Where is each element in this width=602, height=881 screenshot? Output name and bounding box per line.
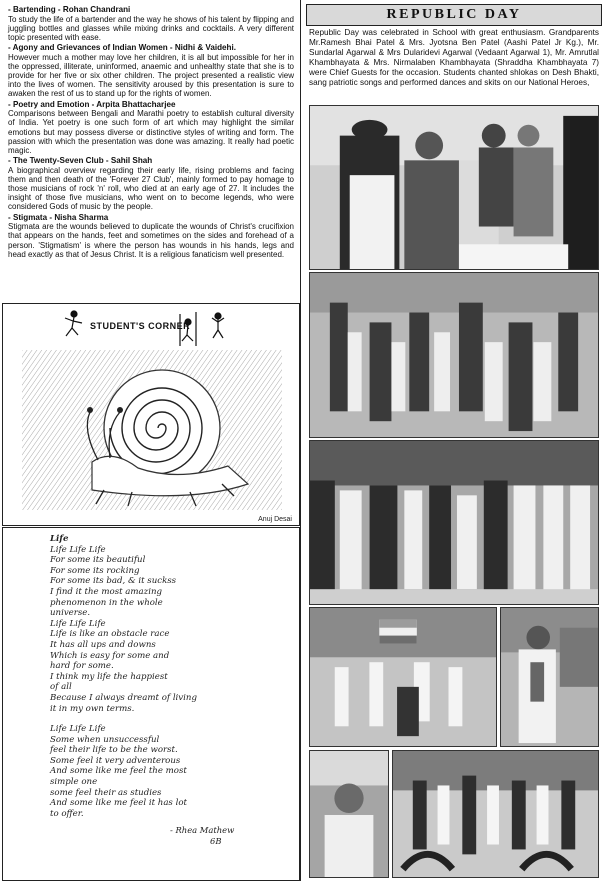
photo-flag-dance [309, 607, 497, 747]
headline-banner [306, 4, 602, 26]
topics-section [4, 2, 298, 302]
poem-line: simple one [50, 777, 98, 788]
topic-body: Stigmata are the wounds believed to duplicate the wounds of Christ's crucifixion that appears on the hands, feet and sometimes on the sides and forehead of a person. 'Stigmatism' is where the person has wounds in his hands, legs and head exactly as that of Jesus Christ. It is a religious fanaticism well presented. [8, 222, 294, 259]
topic-body: To study the life of a bartender and the way he shows of his talent by flipping and juggling bottles and glasses while mixing drinks and cocktails. A very different topic presented with ease. [8, 14, 294, 42]
poem-line: Some when unsuccessful [50, 734, 160, 745]
poem-line: And some like me feel it has lot [50, 798, 187, 809]
topic-item [8, 43, 294, 99]
poem-line: of all [50, 682, 72, 693]
photo-girls-dance [309, 272, 599, 438]
poem-line: some feel their as studies [50, 787, 162, 798]
poem-line [50, 714, 290, 724]
poem-line: Some feel it very adventerous [50, 755, 181, 766]
poem-line: For some its rocking [50, 565, 140, 576]
photo-elder-man [309, 750, 389, 878]
poem-line: For some its bad, & it suckss [50, 576, 177, 587]
poem-line: Which is easy for some and [50, 650, 170, 661]
topic-title: - The Twenty-Seven Club - Sahil Shah [8, 156, 153, 166]
topic-title: - Stigmata - Nisha Sharma [8, 212, 109, 222]
headline: REPUBLIC DAY [386, 7, 522, 22]
poem-line: Life is like an obstacle race [50, 629, 170, 640]
poem-line: It has all ups and downs [50, 639, 156, 650]
photo-students-flags [309, 440, 599, 605]
poem-line: Because I always dreamt of living [50, 692, 197, 703]
right-column [306, 0, 602, 881]
poem-title: Life [50, 534, 69, 544]
topic-item [8, 213, 294, 259]
poem-signature-block [170, 825, 290, 846]
poem-line: to offer. [50, 808, 84, 819]
poem-line: Life Life Life [50, 618, 106, 629]
poem-line: And some like me feel the most [50, 766, 187, 777]
poem-signature: - Rhea Mathew [170, 825, 235, 836]
topic-body: A biographical overview regarding their early life, rising problems and facing them and then death of the 'Forever 27 Club', mainly formed to pay homage to those musicians of rock 'n' roll, who died at an early age of 27. It includes the insight of those five musicians, who went on to become legends, who were considered Gods of music by the people. [8, 165, 294, 212]
topic-item [8, 100, 294, 156]
artist-credit: Anuj Desai [258, 516, 292, 523]
poem-line: phenomenon in the whole [50, 597, 163, 608]
topic-title: - Agony and Grievances of Indian Women - Nidhi & Vaidehi. [8, 43, 237, 53]
topic-item [8, 156, 294, 212]
students-corner-title: STUDENT'S CORNER [90, 321, 191, 331]
poem-class: 6B [210, 836, 222, 847]
poem [50, 534, 290, 847]
poem-line: universe. [50, 608, 91, 619]
topic-body: Comparisons between Bengali and Marathi poetry to establish cultural diversity of India. Yet poetry is one such form of art which may highlight the similar emotions but may possess diverse or distinctive styles of writing and form. The passion with which the presentation was done was amazing. It really had poetic magic. [8, 109, 294, 155]
poem-line: it in my own terms. [50, 703, 135, 714]
topic-title: - Bartending - Rohan Chandrani [8, 5, 131, 14]
photo-chief-guests [309, 105, 599, 270]
photo-costume-girl [500, 607, 599, 747]
topic-body: However much a mother may love her children, it is all but impossible for her in the oppressed, illiterate, uninformed, anaemic and unhealthy state that she is to provide for her five or six other children. The project presented a realistic view into the lives of women. The sensitivity aroused by this presentation is sure to awaken the rest of us to stand up for the rights of women. [8, 52, 294, 99]
topic-title: - Poetry and Emotion - Arpita Bhattacharjee [8, 99, 176, 109]
snail-drawing [22, 350, 282, 510]
poem-line: Life Life Life [50, 724, 106, 735]
topic-item [8, 5, 294, 42]
article-body: Republic Day was celebrated in School with great enthusiasm. Grandparents Mr.Ramesh Bhai Patel & Mrs. Jyotsna Ben Patel (Aashi Patel Jr Kg.), Mr. Sundarlal Agarwal & Mrs Dularidevi Agarwal (Vedaant Agarwal 1), Mr. Amrutlal Khambhayata & Mrs. Nirmalaben Khambhayata (Shraddha Khambhayata 7) were Chief Guests for the occasion. Students chanted shlokas on Desh Bhakti, sang patriotic songs and performed dances and skits on our National Heroes, [309, 28, 599, 88]
poem-line: I find it the most amazing [50, 586, 162, 597]
poem-line: Life Life Life [50, 544, 106, 555]
poem-line: For some its beautiful [50, 555, 146, 566]
poem-line: I think my life the happiest [50, 671, 168, 682]
poem-line: feel their life to be the worst. [50, 745, 178, 756]
photo-yoga-display [392, 750, 599, 878]
poem-line: hard for some. [50, 661, 114, 672]
